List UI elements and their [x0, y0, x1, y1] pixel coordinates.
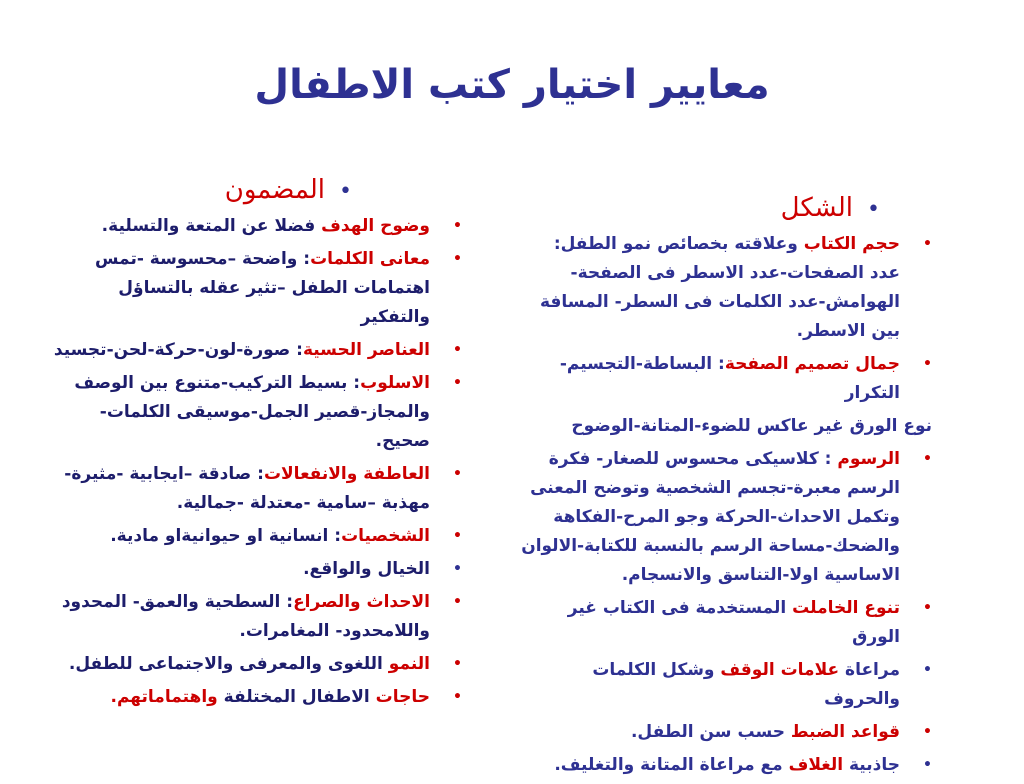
criterion-prefix: مراعاة — [839, 660, 900, 680]
criterion-text: : البساطة-التجسيم-التكرار — [559, 354, 900, 403]
list-item — [52, 212, 462, 241]
criterion-suffix: واهتماماتهم. — [110, 687, 218, 707]
criterion-key: قواعد الضبط — [790, 722, 900, 742]
list-item — [52, 245, 462, 332]
list-item — [520, 594, 932, 652]
list-item — [520, 751, 932, 780]
heading-text: المضمون — [224, 175, 326, 205]
list-item — [520, 412, 932, 441]
criterion-key: الاسلوب — [360, 373, 430, 393]
criterion-key: الشخصيات — [341, 526, 430, 546]
list-item — [52, 336, 462, 365]
list-item — [52, 650, 462, 679]
criterion-text: : بسيط التركيب-متنوع بين الوصف والمجاز-قصير الجمل-موسيقى الكلمات-صحيح. — [74, 373, 430, 451]
slide-title: معايير اختيار كتب الاطفال — [254, 62, 770, 108]
criterion-text: نوع الورق غير عاكس للضوء-المتانة-الوضوح — [571, 416, 932, 436]
criterion-key: الاحداث والصراع — [293, 592, 430, 612]
criterion-prefix: جاذبية — [843, 755, 900, 775]
criterion-text: مع مراعاة المتانة والتغليف. — [554, 755, 789, 775]
list-item — [520, 230, 932, 346]
list-item — [520, 718, 932, 747]
criterion-text: وشكل الكلمات والحروف — [592, 660, 900, 709]
criterion-text: : السطحية والعمق- المحدود واللامحدود- المغامرات. — [61, 592, 430, 641]
criterion-text: : كلاسيكى محسوس للصغار- فكرة الرسم معبرة-تجسم الشخصية وتوضح المعنى وتكمل الاحداث-الحركة وجو المرح-الفكاهة والضحك-مساحة الرسم بالنسبة للكتابة-الالوان الاساسية اولا-التناسق والانسجام. — [521, 449, 900, 585]
criterion-text: وعلاقته بخصائص نمو الطفل: عدد الصفحات-عدد الاسطر فى الصفحة-الهوامش-عدد الكلمات فى السطر- المسافة بين الاسطر. — [539, 234, 900, 341]
list-item — [520, 656, 932, 714]
criterion-text: اللغوى والمعرفى والاجتماعى للطفل. — [68, 654, 389, 674]
criterion-key: حاجات — [375, 687, 430, 707]
list-item — [52, 588, 462, 646]
criteria-list — [52, 212, 462, 712]
criterion-key: النمو — [388, 654, 430, 674]
criterion-text: الاطفال المختلفة — [217, 687, 376, 707]
list-item — [520, 445, 932, 590]
criterion-key: معانى الكلمات — [310, 249, 430, 269]
list-item — [520, 350, 932, 408]
criterion-key: الغلاف — [788, 755, 844, 775]
list-item — [52, 522, 462, 551]
criterion-text: : صورة-لون-حركة-لحن-تجسيد — [53, 340, 303, 360]
column-form — [520, 188, 932, 784]
criterion-text: الخيال والواقع. — [303, 559, 430, 579]
column-heading — [52, 170, 462, 212]
criterion-text: : انسانية او حيوانيةاو مادية. — [110, 526, 342, 546]
column-heading — [520, 188, 932, 230]
criterion-text: فضلا عن المتعة والتسلية. — [101, 216, 322, 236]
criterion-key: تنوع الخاملت — [792, 598, 900, 618]
criterion-key: وضوح الهدف — [321, 216, 430, 236]
heading-text: الشكل — [780, 193, 854, 223]
criterion-text: حسب سن الطفل. — [630, 722, 791, 742]
criteria-list — [520, 230, 932, 780]
list-item — [52, 683, 462, 712]
criterion-key: العناصر الحسية — [302, 340, 430, 360]
criterion-key: الرسوم — [837, 449, 900, 469]
criterion-text: : صادقة –ايجابية -مثيرة-مهذبة –سامية -معتدلة -جمالية. — [64, 464, 430, 513]
criterion-text: : واضحة –محسوسة -تمس اهتمامات الطفل –تثير عقله بالتساؤل والتفكير — [95, 249, 430, 327]
criterion-key: علامات الوقف — [720, 660, 840, 680]
list-item — [52, 460, 462, 518]
criterion-text: المستخدمة فى الكتاب غير الورق — [567, 598, 900, 647]
criterion-key: العاطفة والانفعالات — [263, 464, 430, 484]
criterion-key: جمال تصميم الصفحة — [724, 354, 900, 374]
list-item — [52, 555, 462, 584]
bullet-icon: • — [867, 197, 880, 222]
column-content — [52, 170, 462, 716]
bullet-icon: • — [339, 179, 352, 204]
list-item — [52, 369, 462, 456]
criterion-key: حجم الكتاب — [803, 234, 900, 254]
